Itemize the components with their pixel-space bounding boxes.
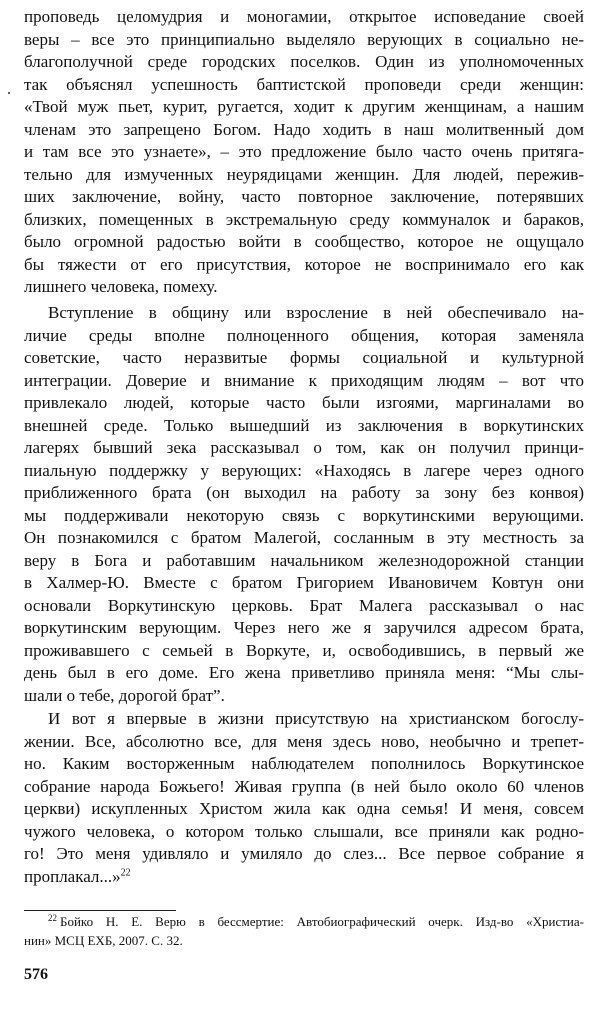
text-line: собрание народа Божьего! Живая группа (в ней было около 60 членов [24,776,584,796]
text-line: проживавшего с семьей в Воркуте, и, освободившись, в первый же [24,640,584,660]
paragraph-1 [24,6,584,299]
text-line: членам это запрещено Богом. Надо ходить в наш молитвенный дом [24,119,584,139]
footnote-line: нин» МСЦ ЕХБ, 2007. С. 32. [24,933,183,948]
text-line: советские, часто неразвитые формы социальной и культурной [24,348,584,367]
text-line: мы поддерживали некоторую связь с воркутинскими верующими. [24,505,584,525]
text-line: церкви) искупленных Христом жила как одна семья! И меня, совсем [24,799,584,818]
footnote-line [24,912,584,931]
text-line: И вот я впервые в жизни присутствую на христианском богослу- [48,709,584,728]
text-line: личие среды вполне полноценного общения, которая заменяла [24,325,584,345]
text-line: основали Воркутинскую церковь. Брат Малега рассказывал о нас [24,595,584,615]
text-line [24,866,584,889]
paragraph-3 [24,708,584,888]
text-line: шали о тебе, дорогой брат”. [24,685,225,705]
text-line: Вступление в общину или взросление в ней обеспечивало на- [48,303,584,322]
footnote-reference[interactable]: 22 [120,866,131,878]
text-line: день был в его доме. Его жена приветливо приняла меня: “Мы слы- [24,663,584,682]
text-line: лагерях бывший зека рассказывал о том, как он получил принци- [24,438,584,457]
text-line: чужого человека, о котором только слышали, все приняли как родно- [24,821,584,841]
text-line-content: проплакал...» [24,866,121,886]
text-line: так объяснял успешность баптистской проповеди среди женщин: [24,74,584,94]
text-line: но. Каким восторженным наблюдателем пополнилось Воркутинское [24,754,584,773]
text-line: близких, помещенных в экстремальную среду коммуналок и бараков, [24,209,584,229]
footnote-text: Бойко Н. Е. Верю в бессмертие: Автобиографический очерк. Изд-во «Христиа- [60,914,584,929]
text-line: интеграции. Доверие и внимание к приходящим людям – вот что [24,370,584,390]
footnote-divider [24,910,176,911]
text-line: привлекало людей, которые часто были изгоями, маргиналами во [24,393,584,412]
text-line: пиальную поддержку у верующих: «Находясь в лагере через одного [24,460,584,480]
text-line: го! Это меня удивляло и умиляло до слез... Все первое собрание я [24,844,584,863]
page-number: 576 [24,966,48,983]
text-line: ших заключение, войну, часто повторное заключение, потерявших [24,187,584,206]
text-line: и там все это узнаете», – это предложение было часто очень притяга- [24,142,584,161]
text-line: тельно для измученных неурядицами женщин. Для людей, пережив- [24,164,584,184]
text-line: веры – все это принципиально выделяло верующих в социально не- [24,29,584,49]
text-line: «Твой муж пьет, курит, ругается, ходит к другим женщинам, а нашим [24,97,584,116]
paragraph-2 [24,302,584,707]
text-line: лишнего человека, помеху. [24,277,218,296]
text-line: проповедь целомудрия и моногамии, открытое исповедание своей [24,7,584,26]
text-line: веру в Бога и работавшим начальником железнодорожной станции [24,550,584,570]
text-line: бы тяжести от его присутствия, которое не воспринимало его как [24,254,584,274]
text-line: приближенного брата (он выходил на работу за зону без конвоя) [24,483,584,502]
text-line: Он познакомился с братом Малегой, сосланным в эту местность за [24,528,584,547]
footnote [24,912,584,950]
scan-speck [8,92,10,94]
text-line: воркутинским верующим. Через него же я заручился адресом брата, [24,618,584,637]
text-line: жении. Все, абсолютно все, для меня здесь ново, необычно и трепет- [24,731,584,751]
text-line: было огромной радостью войти в сообщество, которое не ощущало [24,232,584,251]
footnote-marker: 22 [48,912,57,923]
text-line: в Халмер-Ю. Вместе с братом Григорием Ивановичем Ковтун они [24,573,584,592]
text-line: внешней среде. Только вышедший из заключения в воркутинских [24,415,584,435]
text-line: благополучной среде городских поселков. Один из уполномоченных [24,52,584,71]
